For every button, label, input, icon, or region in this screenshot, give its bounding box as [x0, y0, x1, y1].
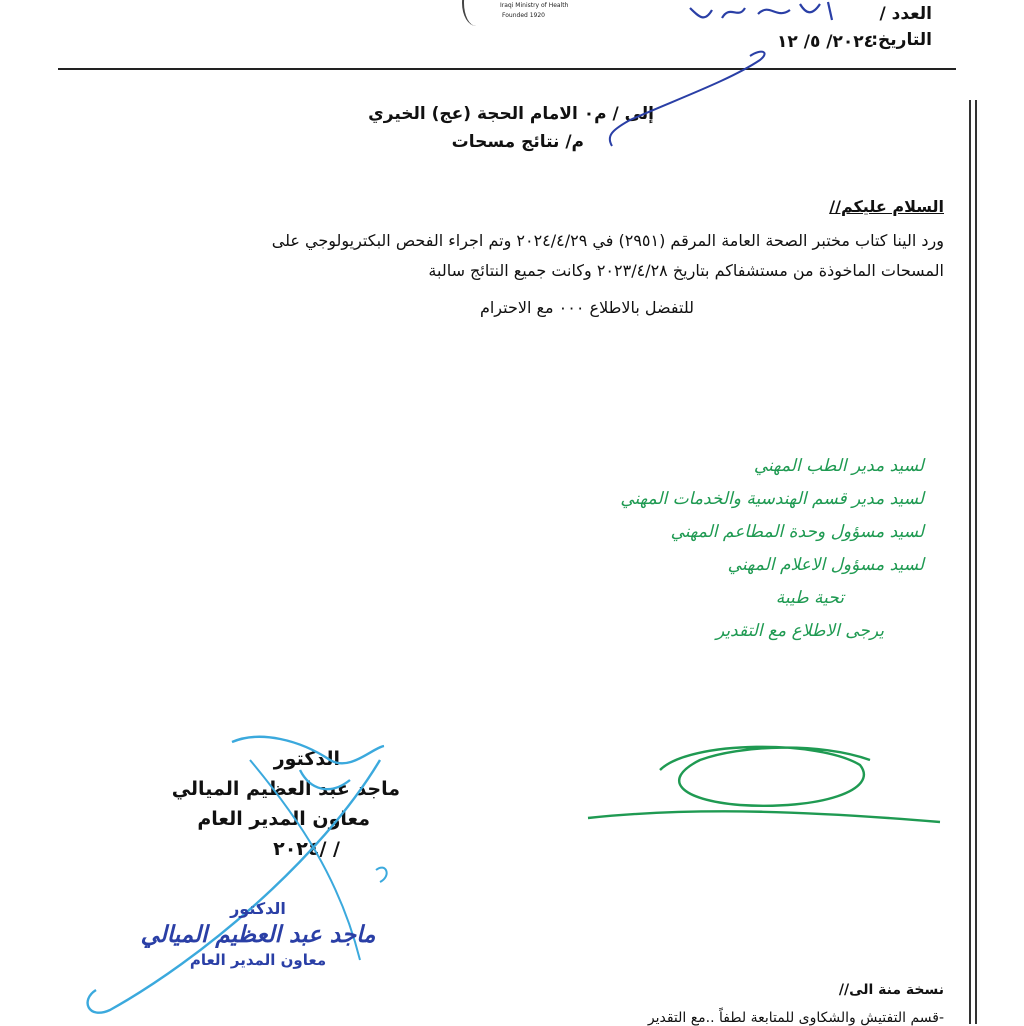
body-line-3: للتفضل بالاطلاع ٠٠٠ مع الاحترام — [479, 298, 694, 317]
stamp-position: معاون المدير العام — [189, 951, 327, 969]
emblem-ministry-text: Iraqi Ministry of Health — [500, 2, 569, 9]
signature-date: / /٢٠٢٤ — [273, 838, 340, 860]
body-line-1: ورد الينا كتاب مختبر الصحة العامة المرقم (٢٩٥١) في ٢٠٢٤/٤/٢٩ وتم اجراء الفحص البكتريولوجي على — [271, 231, 944, 250]
addressee-line: إلى / م٠ الامام الحجة (عج) الخيري — [368, 104, 654, 124]
greeting: السلام عليكم// — [829, 197, 944, 216]
copy-to-label: نسخة منة الى// — [838, 982, 944, 998]
copy-to-item: -قسم التفتيش والشكاوى للمتابعة لطفاً ..مع التقدير — [647, 1010, 944, 1026]
green-line: يرجى الاطلاع مع التقدير — [715, 621, 884, 641]
green-line: تحية طيبة — [775, 588, 844, 608]
green-line: لسيد مسؤول الاعلام المهني — [727, 555, 924, 575]
stamp-name: ماجد عبد العظيم الميالي — [140, 922, 376, 948]
green-line: لسيد مسؤول وحدة المطاعم المهني — [670, 522, 924, 542]
stamp-title: الدكتور — [230, 899, 286, 918]
date-value: ٢٠٢٤/ ٥/ ١٢ — [777, 32, 874, 52]
signature-name: ماجد عبد العظيم الميالي — [171, 778, 400, 800]
green-line: لسيد مدير قسم الهندسية والخدمات المهني — [620, 489, 924, 509]
emblem-founded-text: Founded 1920 — [502, 12, 545, 19]
official-stamp — [138, 898, 378, 970]
green-line: لسيد مدير الطب المهني — [753, 456, 924, 476]
signature-title: الدكتور — [273, 748, 340, 770]
body-line-2: المسحات الماخوذة من مستشفاكم بتاريخ ٢٠٢٣/٤/٢٨ وكانت جميع النتائج سالبة — [428, 261, 944, 280]
date-label: التاريخ: — [871, 30, 932, 50]
signature-position: معاون المدير العام — [197, 808, 370, 830]
number-label: العدد / — [879, 4, 932, 24]
subject-line: م/ نتائج مسحات — [451, 132, 584, 152]
